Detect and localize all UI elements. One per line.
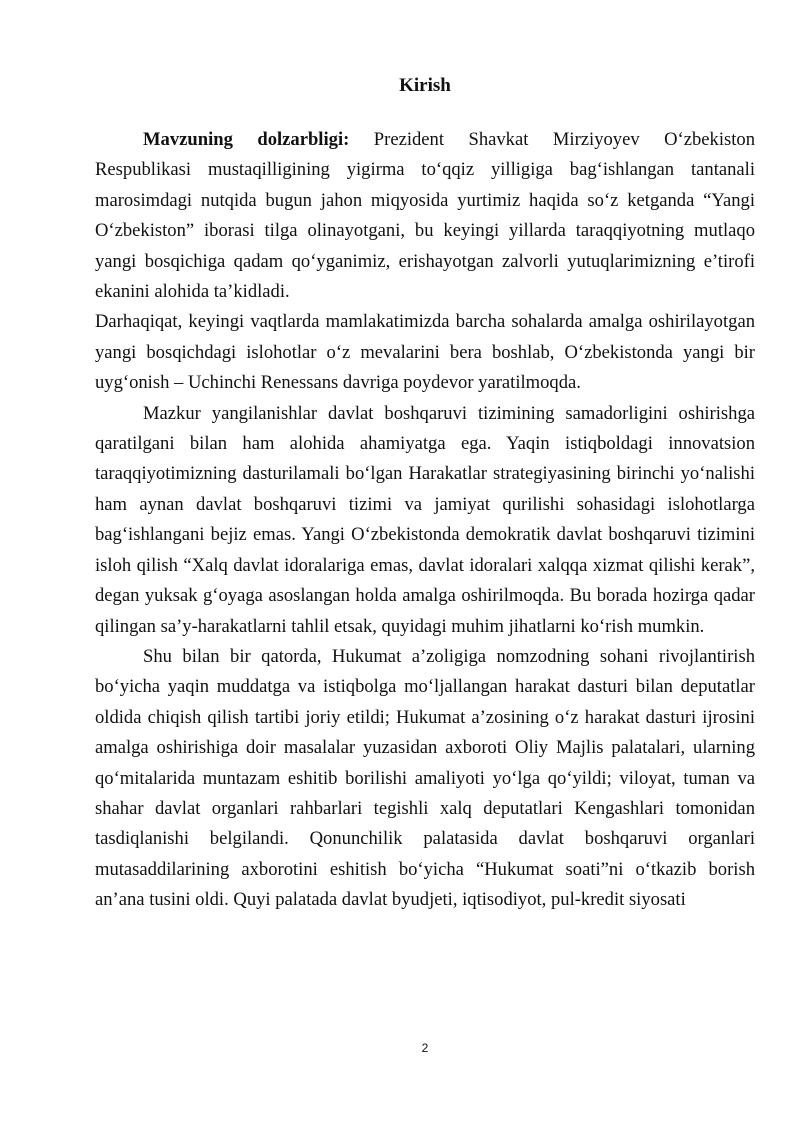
paragraph-text: Mazkur yangilanishlar davlat boshqaruvi tizimining samadorligini oshirishga qaratilgani bilan ham alohida ahamiyatga ega. Yaqin istiqboldagi innovatsion taraqqiyotimizning dasturilamali bo‘lgan Harakatlar strategiyasining birinchi yo‘nalishi ham aynan davlat boshqaruvi tizimi va jamiyat qurilishi sohasidagi islohotlarga bag‘ishlangani bejiz emas. Yangi O‘zbekistonda demokratik davlat boshqaruvi tizimini isloh qilish “Xalq davlat idoralariga emas, davlat idoralari xalqqa xizmat qilishi kerak”, degan yuksak g‘oyaga asoslangan holda amalga oshirilmoqda. Bu borada hozirga qadar qilingan sa’y-harakatlarni tahlil etsak, quyidagi muhim jihatlarni ko‘rish mumkin.	[95, 402, 755, 637]
page-number: 2	[421, 1041, 429, 1055]
paragraph-text: Darhaqiqat, keyingi vaqtlarda mamlakatimizda barcha sohalarda amalga oshirilayotgan yangi bosqichdagi islohotlar o‘z mevalarini bera boshlab, O‘zbekistonda yangi bir uyg‘onish – Uchinchi Renessans davriga poydevor yaratilmoqda.	[95, 311, 755, 394]
paragraph-4	[95, 642, 755, 916]
paragraph-3	[95, 399, 755, 642]
paragraph-text: Prezident Shavkat Mirziyoyev O‘zbekiston Respublikasi mustaqilligining yigirma to‘qqiz yilligiga bag‘ishlangan tantanali marosimdagi nutqida bugun jahon miqyosida yurtimiz haqida so‘z ketganda “Yangi O‘zbekiston” iborasi tilga olinayotgani, bu keyingi yillarda taraqqiyotning mutlaqo yangi bosqichiga qadam qo‘yganimiz, erishayotgan zalvorli yutuqlarimizning e’tirofi ekanini alohida ta’kidladi.	[95, 129, 755, 303]
page-title: Kirish	[399, 75, 451, 96]
paragraph-lead: Mavzuning dolzarbligi:	[143, 129, 350, 150]
paragraph-2	[95, 307, 755, 398]
document-page	[95, 0, 755, 1131]
body-text	[95, 125, 755, 916]
paragraph-1	[95, 125, 755, 307]
paragraph-text: Shu bilan bir qatorda, Hukumat a’zoligiga nomzodning sohani rivojlantirish bo‘yicha yaqin muddatga va istiqbolga mo‘ljallangan harakat dasturi bilan deputatlar oldida chiqish qilish tartibi joriy etildi; Hukumat a’zosining o‘z harakat dasturi ijrosini amalga oshirishiga doir masalalar yuzasidan axboroti Oliy Majlis palatalari, ularning qo‘mitalarida muntazam eshitib borilishi amaliyoti yo‘lga qo‘yildi; viloyat, tuman va shahar davlat organlari rahbarlari tegishli xalq deputatlari Kengashlari tomonidan tasdiqlanishi belgilandi. Qonunchilik palatasida davlat boshqaruvi organlari mutasaddilarining axborotini eshitish bo‘yicha “Hukumat soati”ni o‘tkazib borish an’ana tusini oldi. Quyi palatada davlat byudjeti, iqtisodiyot, pul-kredit siyosati	[95, 645, 755, 911]
